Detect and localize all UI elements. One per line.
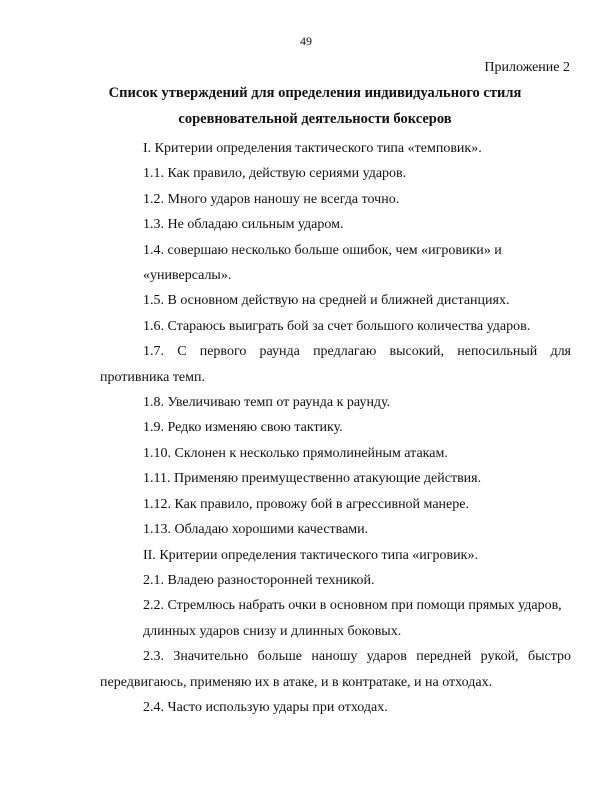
document-title-line-2: соревновательной деятельности боксеров [178,111,452,127]
document-title-line-1: Список утверждений для определения индивидуального стиля [108,85,522,101]
statement-item: 2.1. Владею разносторонней техникой. [143,572,375,588]
statement-item: 1.9. Редко изменяю свою тактику. [143,420,343,436]
document-body [100,136,571,720]
statement-item: 1.6. Стараюсь выиграть бой за счет большого количества ударов. [143,318,531,334]
statement-item: 1.13. Обладаю хорошими качествами. [143,522,369,538]
page-number: 49 [300,34,312,48]
statement-item: 1.10. Склонен к несколько прямолинейным атакам. [143,445,448,461]
statement-item: 2.3. Значительно больше наношу ударов передней рукой, быстро передвигаюсь, применяю их в атаке, и в контратаке, и на отходах. [100,649,571,690]
section-heading-2: II. Критерии определения тактического типа «игровик». [143,547,478,563]
statement-item: 1.8. Увеличиваю темп от раунда к раунду. [143,395,391,411]
statement-item: 2.4. Часто использую удары при отходах. [143,699,388,715]
statement-item: 2.2. Стремлюсь набрать очки в основном при помощи прямых ударов, длинных ударов снизу и длинных боковых. [143,598,562,639]
statement-item: 1.7. С первого раунда предлагаю высокий, непосильный для противника темп. [100,344,571,385]
statement-item: 1.11. Применяю преимущественно атакующие действия. [143,471,482,487]
statement-item: 1.12. Как правило, провожу бой в агрессивной манере. [143,496,469,512]
section-heading-1: I. Критерии определения тактического типа «темповик». [143,141,482,156]
statement-item: 1.4. совершаю несколько больше ошибок, чем «игровики» и «универсалы». [143,242,502,284]
appendix-label: Приложение 2 [484,60,570,75]
statement-item: 1.3. Не обладаю сильным ударом. [143,217,344,233]
statement-item: 1.2. Много ударов наношу не всегда точно. [143,191,400,207]
statement-item: 1.5. В основном действую на средней и ближней дистанциях. [143,293,510,309]
statement-item: 1.1. Как правило, действую сериями ударов. [143,166,407,182]
